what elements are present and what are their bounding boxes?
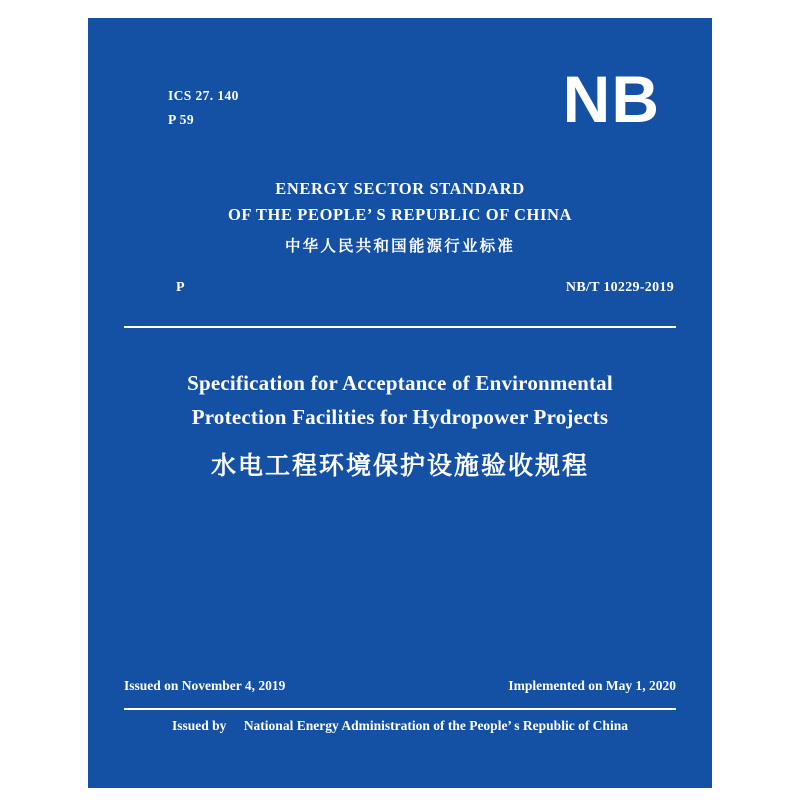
divider-top bbox=[124, 326, 676, 328]
divider-bottom bbox=[124, 708, 676, 710]
document-title-block bbox=[88, 366, 712, 482]
standard-cover bbox=[88, 18, 712, 788]
ics-number: ICS 27. 140 bbox=[168, 88, 239, 103]
issuer-row bbox=[88, 718, 712, 734]
dates-row bbox=[124, 678, 676, 694]
standard-name-line1: ENERGY SECTOR STANDARD bbox=[275, 179, 525, 198]
standard-number: NB/T 10229-2019 bbox=[565, 280, 674, 295]
title-english-line2: Protection Facilities for Hydropower Projects bbox=[191, 405, 609, 430]
standard-authority-block bbox=[88, 176, 712, 256]
implemented-date: Implemented on May 1, 2020 bbox=[508, 678, 676, 693]
issued-by-label: Issued by bbox=[172, 718, 227, 733]
classification-code: P 59 bbox=[168, 111, 194, 127]
standard-name-line2: OF THE PEOPLE’ S REPUBLIC OF CHINA bbox=[227, 204, 573, 224]
standard-name-chinese: 中华人民共和国能源行业标准 bbox=[284, 237, 516, 256]
ics-block bbox=[168, 84, 239, 131]
category-letter: P bbox=[176, 280, 185, 295]
title-chinese: 水电工程环境保护设施验收规程 bbox=[210, 451, 589, 481]
code-row bbox=[88, 280, 712, 300]
issuing-organization: National Energy Administration of the People’ s Republic of China bbox=[243, 718, 628, 733]
nb-logo: NB bbox=[562, 62, 660, 136]
title-english-line1: Specification for Acceptance of Environmental bbox=[187, 371, 613, 395]
issued-date: Issued on November 4, 2019 bbox=[124, 678, 286, 693]
